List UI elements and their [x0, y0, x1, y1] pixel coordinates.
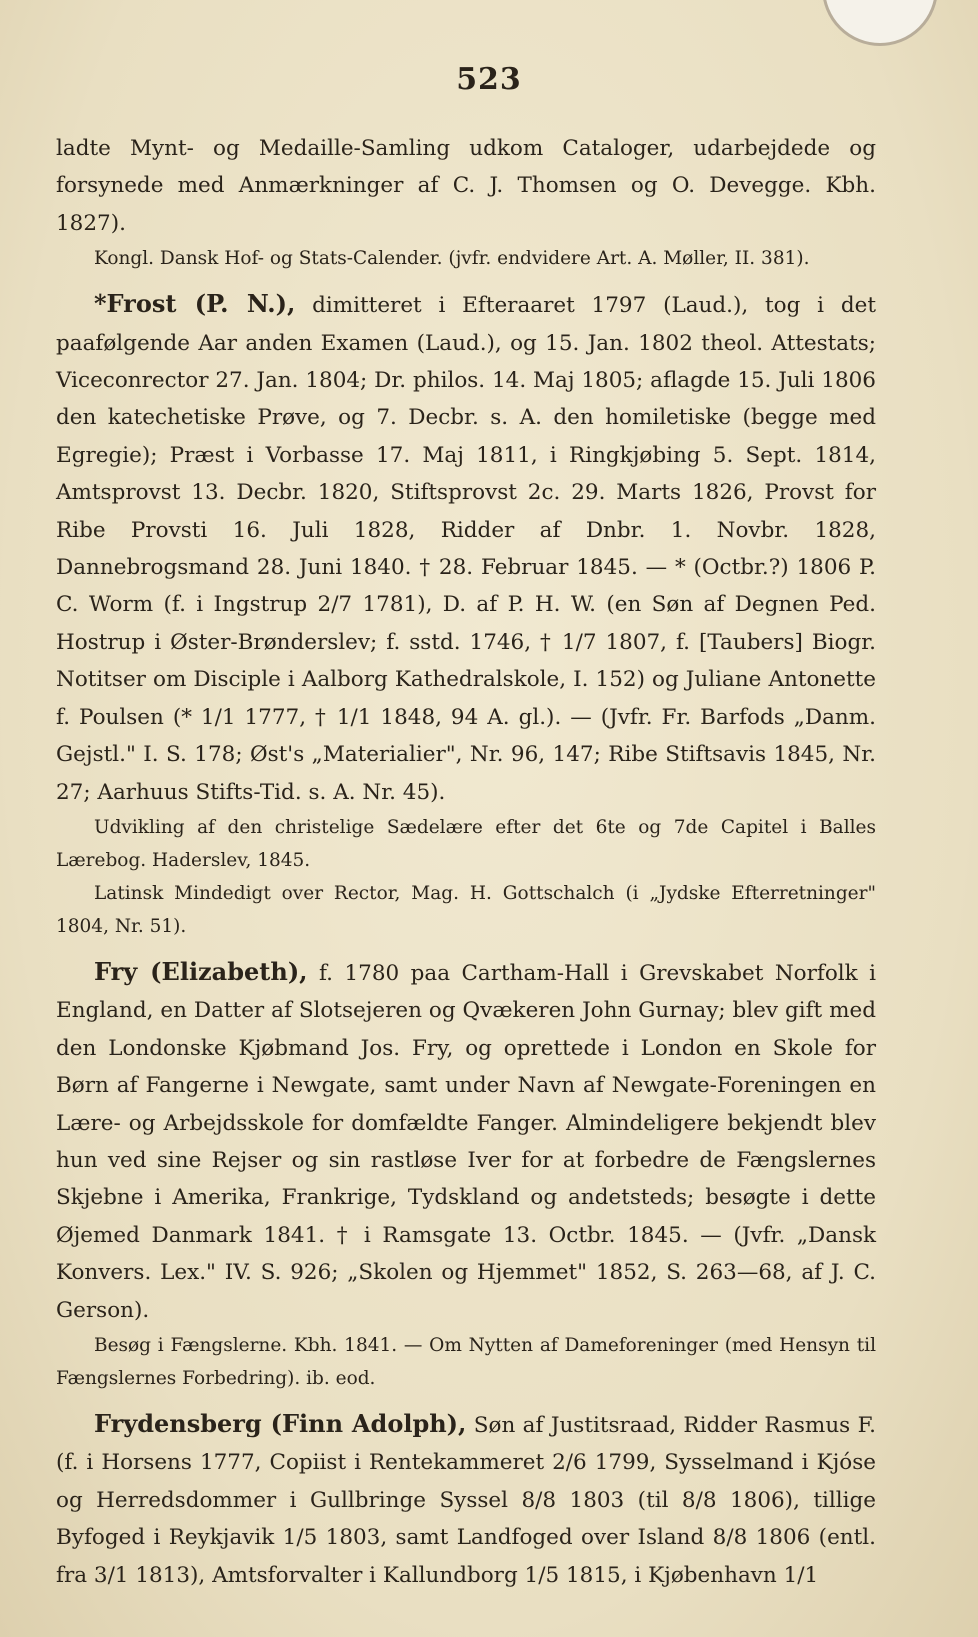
entry-heading: Fry (Elizabeth),: [94, 956, 308, 986]
work-text: Latinsk Mindedigt over Rector, Mag. H. Gottschalch (i „Jydske Efterretninger" 1804, Nr. 51).: [56, 882, 876, 937]
entry-frost: [56, 285, 876, 811]
work-text: Udvikling af den christelige Sædelære efter det 6te og 7de Capitel i Balles Lærebog. Haderslev, 1845.: [56, 816, 876, 871]
page-corner-mark: [822, 0, 938, 46]
body-text: [56, 130, 876, 1594]
entry-text: Søn af Justitsraad, Ridder Rasmus F. (f. i Horsens 1777, Copiist i Rentekammeret 2/6 1799, Sysselmand i Kjóse og Herredsdommer i Gullbringe Syssel 8/8 1803 (til 8/8 1806), tillige Byfoged i Reykjavik 1/5 1803, samt Landfoged over Island 8/8 1806 (entl. fra 3/1 1813), Amtsforvalter i Kallundborg 1/5 1815, i Kjøbenhavn 1/1: [56, 1412, 876, 1588]
work-title: [56, 811, 876, 877]
work-title: [56, 1329, 876, 1395]
entry-text: dimitteret i Efteraaret 1797 (Laud.), tog i det paafølgende Aar anden Examen (Laud.), og 15. Jan. 1802 theol. Attestats; Viceconrector 27. Jan. 1804; Dr. philos. 14. Maj 1805; aflagde 15. Juli 1806 den katechetiske Prøve, og 7. Decbr. s. A. den homiletiske (begge med Egregie); Præst i Vorbasse 17. Maj 1811, i Ringkjøbing 5. Sept. 1814, Amtsprovst 13. Decbr. 1820, Stiftsprovst 2c. 29. Marts 1826, Provst for Ribe Provsti 16. Juli 1828, Ridder af Dnbr. 1. Novbr. 1828, Dannebrogsmand 28. Juni 1840. † 28. Februar 1845. — * (Octbr.?) 1806 P. C. Worm (f. i Ingstrup 2/7 1781), D. af P. H. W. (en Søn af Degnen Ped. Hostrup i Øster-Brønderslev; f. sstd. 1746, † 1/7 1807, f. [Taubers] Biogr. Notitser om Disciple i Aalborg Kathedralskole, I. 152) og Juliane Antonette f. Poulsen (* 1/1 1777, † 1/1 1848, 94 A. gl.). — (Jvfr. Fr. Barfods „Danm. Gejstl." I. S. 178; Øst's „Materialier", Nr. 96, 147; Ribe Stiftsavis 1845, Nr. 27; Aarhuus Stifts-Tid. s. A. Nr. 45).: [56, 293, 876, 805]
page-number: 523: [456, 62, 522, 97]
entry-heading: Frydensberg (Finn Adolph),: [94, 1408, 467, 1438]
work-text: Besøg i Fængslerne. Kbh. 1841. — Om Nytten af Dameforeninger (med Hensyn til Fængslernes Forbedring). ib. eod.: [56, 1334, 876, 1389]
entry-frydensberg: [56, 1405, 876, 1594]
paragraph-text: ladte Mynt- og Medaille-Samling udkom Cataloger, udarbejdede og forsynede med Anmærkninger af C. J. Thomsen og O. Devegge. Kbh. 1827).: [56, 136, 876, 236]
entry-text: f. 1780 paa Cartham-Hall i Grevskabet Norfolk i England, en Datter af Slotsejeren og Qvækeren John Gurnay; blev gift med den Londonske Kjøbmand Jos. Fry, og oprettede i London en Skole for Børn af Fangerne i Newgate, samt under Navn af Newgate-Foreningen en Lære- og Arbejdsskole for domfældte Fanger. Almindeligere bekjendt blev hun ved sine Rejser og sin rastløse Iver for at forbedre de Fængslernes Skjebne i Amerika, Frankrige, Tydskland og andetsteds; besøgte i dette Øjemed Danmark 1841. † i Ramsgate 13. Octbr. 1845. — (Jvfr. „Dansk Konvers. Lex." IV. S. 926; „Skolen og Hjemmet" 1852, S. 263—68, af J. C. Gerson).: [56, 960, 877, 1323]
work-title: [56, 242, 876, 275]
work-title: [56, 877, 876, 943]
entry-heading: *Frost (P. N.),: [94, 289, 296, 319]
continuation-paragraph: [56, 130, 876, 242]
entry-fry: [56, 953, 876, 1329]
work-text: Kongl. Dansk Hof- og Stats-Calender. (jvfr. endvidere Art. A. Møller, II. 381).: [94, 248, 810, 270]
